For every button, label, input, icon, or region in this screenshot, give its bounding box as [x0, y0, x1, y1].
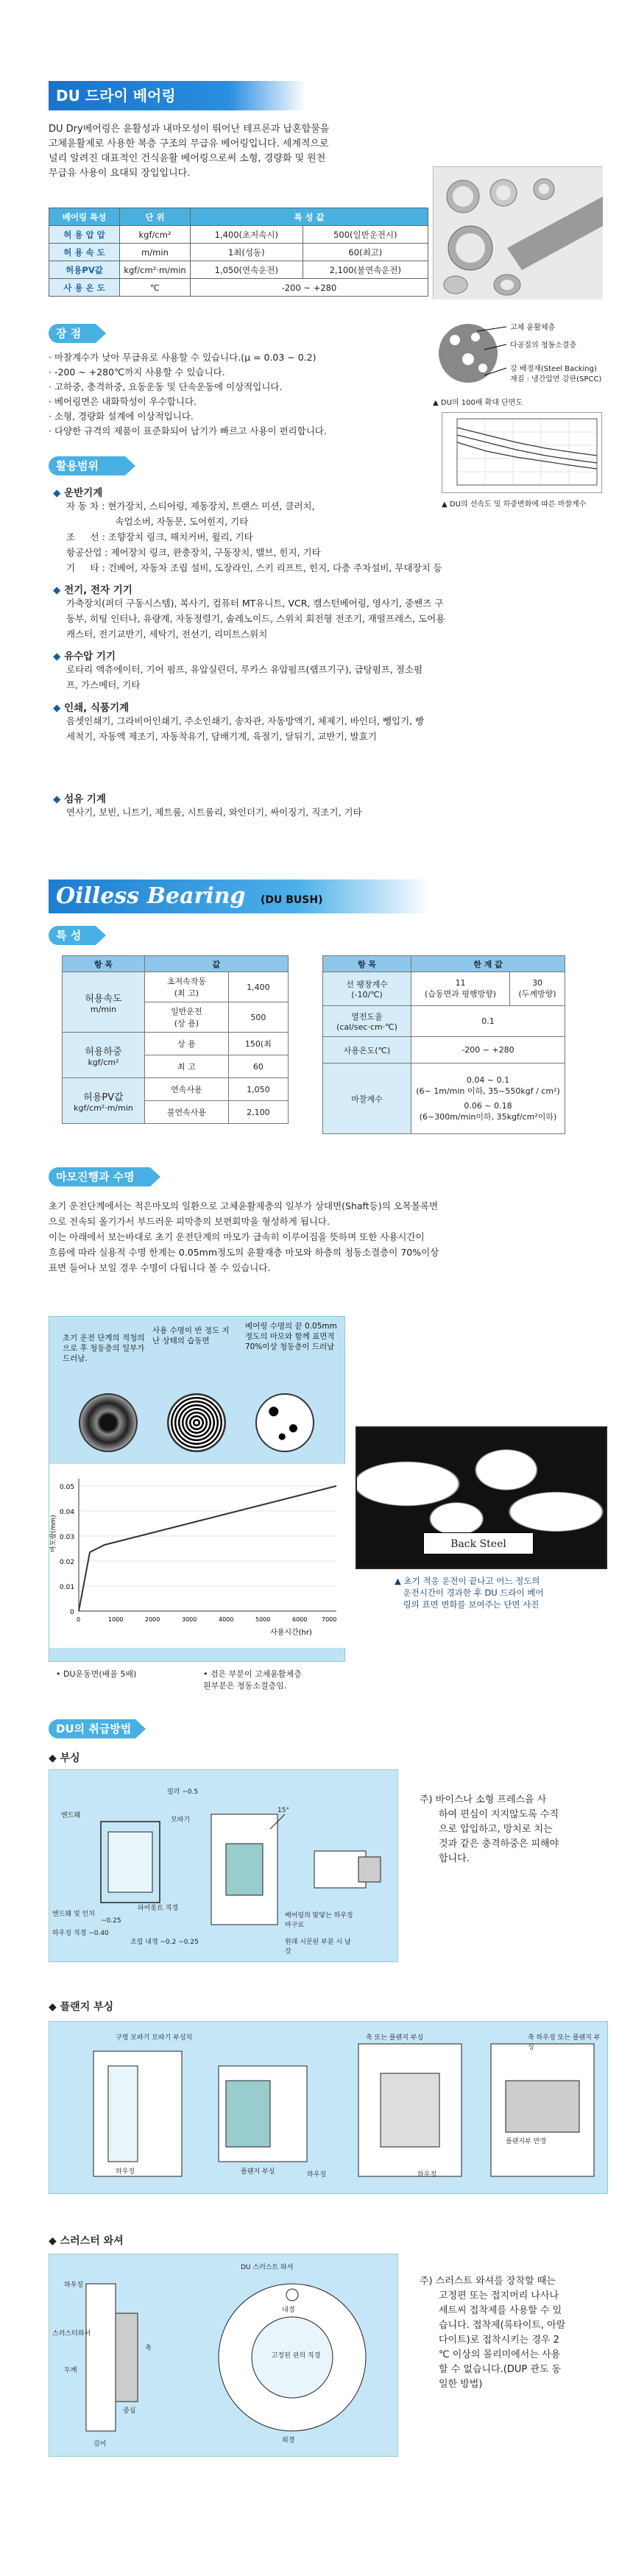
table-row: 사 용 온 도 ℃ -200 ~ +280: [49, 279, 428, 297]
bushing-head: ◆ 부싱: [49, 1750, 80, 1765]
fig1-caption: ▲ DU의 100배 확대 단면도: [433, 399, 523, 407]
wear-legend-2: • 검은 부분이 고체윤활체층 흰부분은 청동소결층임.: [203, 1669, 302, 1691]
y-tick: 0: [70, 1609, 74, 1616]
x-tick: 4000: [219, 1616, 234, 1623]
wear-chart-xlabel: 사용시간(hr): [270, 1629, 312, 1637]
wear-text: 초기 운전단계에서는 적은마모의 일환으로 고체윤활제층의 일부가 상대면(Shaft등)의 오목볼록면 으로 전속되 올기가서 부드러운 피막층의 보편회막을 형성하게 됩니다. 이는 아래에서 보는바대로 초기 운전단계의 마모가 급속히 이루어짐을 뜻하며 또한 사용시간이 흐름에 따라 실용적 수명 한계는 0.05mm정도의 윤활재층 마모와 하층의 청동소결층이 70%이상 표면 들어나 보일 경우 수명이 다됩니다 볼 수 있습니다.: [49, 1200, 439, 1273]
table-row: 허용하중 kgf/cm² 상 용 150(최: [63, 1033, 289, 1055]
x-tick: 7000: [322, 1616, 337, 1623]
app-head-hydraulic: ◆ 유수압 기기: [53, 648, 116, 662]
dry-bearing-intro: DU Dry베어링은 윤활성과 내마모성이 뛰어난 테프론과 납혼합물을 고체윤활제로 사용한 복층 구조의 무급유 베어링입니다. 세계적으로 널리 알려진 대표적인 건식윤활 베어링으로써 소형, 경량화 및 원천 무급유 사용이 요대되 장입입니다.: [49, 124, 330, 179]
x-tick: 5000: [255, 1616, 271, 1623]
table-row: 허용PV값 kgf/cm²·m/min 연속사용 1,050: [63, 1078, 289, 1101]
oilless-left-table: [62, 955, 289, 1124]
wear-stage-3-photo: [255, 1393, 314, 1452]
list-item: · 베어링면은 내화학성이 우수합니다.: [49, 396, 197, 407]
wear-stage-3-label: 베어링 수명의 끝 0.05mm정도의 마모와 함께 표면적 70%이상 청동층이 드러남: [245, 1322, 337, 1351]
bushing-diagram: 밀러 ~0.5 엔드웨 모따기 15° 엔드웨 및 인치 파이롯트 직경 ~0.25 하우징 직경 ~0.40 조립 내경 ~0.2 ~0.25 베어링의 맞닿는 하우징 마구로 원래 시문된 부분 시 남 갓: [49, 1769, 398, 1962]
thrust-washer-head: ◆ 스러스터 와셔: [49, 2233, 124, 2248]
wear-stage-2-photo: [167, 1393, 226, 1452]
bushing-note: 주) 바이스나 소형 프레스을 사 하여 편심이 지지않도록 수직 으로 압입하고, 망치로 치는 것과 같은 충격하중은 피해야 합니다.: [420, 1794, 559, 1864]
table-row: 허 용 압 압 kgf/cm² 1,400(초저속시) 500(일반운전시): [49, 226, 428, 244]
wear-tag: 마모진행과 수명: [49, 1167, 150, 1186]
table-row: 불연속사용 2,100: [63, 1101, 289, 1124]
flange-bushing-head: ◆ 플랜지 부싱: [49, 1999, 113, 2014]
wear-chart: [49, 1464, 346, 1648]
oilless-subtitle: (DU BUSH): [260, 894, 323, 906]
list-item: · -200 ~ +280℃까지 사용할 수 있습니다.: [49, 367, 225, 378]
fig2-caption: ▲ DU의 선속도 및 하중변화에 따른 마찰계수: [442, 500, 587, 509]
app-head-electric: ◆ 전기, 전자 기기: [53, 581, 132, 596]
table-row: 선 팽창계수 (-10/℃) 11 (습동면과 평행방향) 30 (두께방향): [323, 972, 565, 1006]
thrust-washer-drawing: [49, 2254, 399, 2458]
app-text-printing: 음셋인쇄기, 그라비어인쇄기, 주소인쇄기, 송차관, 자동방액기, 체제기, 바인더, 뺑입기, 빵 세척기, 자동액 제조기, 자동착유기, 담배기계, 육절기, 달뒤기, 교반기, 발효기: [66, 715, 425, 742]
oilless-spec-tag: 특 성: [49, 926, 96, 945]
table-header-row: 항 목 값: [63, 956, 289, 972]
x-tick: 6000: [292, 1616, 308, 1623]
applications-tag: 활용범위: [49, 456, 125, 475]
table-row: 일반운전 (상 용) 500: [63, 1002, 289, 1033]
table-row: 허용속도 m/min 초저속작동 (최 고) 1,400: [63, 972, 289, 1002]
dry-bearing-spec-table: [49, 208, 428, 297]
app-text-hydraulic: 로타리 액츄에이터, 기어 펌프, 유압실린더, 루카스 유압펌프(랩프기구), 급탕펌프, 절소펌 프, 가스메터, 기타: [66, 664, 423, 690]
list-item: · 마찰계수가 낮아 무급유로 사용할 수 있습니다.(μ = 0.03 ~ 0.2): [49, 352, 316, 363]
app-head-printing: ◆ 인쇄, 식품기계: [53, 699, 129, 714]
y-tick: 0.01: [60, 1584, 75, 1591]
x-tick: 2000: [145, 1616, 160, 1623]
handling-tag: DU의 취급방법: [49, 1719, 135, 1738]
wear-stage-2-label: 사용 수명이 반 정도 지난 상태의 습동면: [152, 1326, 230, 1345]
back-steel-photo: [356, 1426, 607, 1569]
table-row: 열전도율 (cal/sec·cm·℃) 0.1: [323, 1006, 565, 1037]
table-row: 허용PV값 kgf/cm²·m/min 1,050(연속운전) 2,100(불연속운전): [49, 261, 428, 279]
y-tick: 0.04: [60, 1509, 75, 1516]
wear-progress-panel: [49, 1316, 345, 1662]
table-row: 허 용 속 도 m/min 1최(성동) 60(최고): [49, 244, 428, 261]
list-item: · 소형, 경량화 설계에 이상적입니다.: [49, 411, 194, 422]
table-header-row: 항 목 한 계 값: [323, 956, 565, 972]
wear-stage-1-label: 초기 운전 단계의 적청의으로 후 청동층의 일부가 드러남.: [63, 1334, 145, 1363]
y-tick: 0.03: [60, 1534, 75, 1541]
features-tag: 장 점: [49, 324, 96, 343]
app-text-electric: 가축장치(퍼더 구동시스템), 복사기, 컴퓨터 MT유니트, VCR, 캠스턴베어링, 영사기, 중쌘즈 구 동부, 히팅 인터나, 유량계, 자동정렬기, 솔레노이드, 스위치 회전형 전조기, 재떨프레스, 도어용 캐스터, 전기교반기, 세탁기, 전선기, 리미트스위치: [66, 598, 445, 640]
x-tick: 1000: [108, 1616, 124, 1623]
friction-chart: [442, 412, 602, 493]
oilless-right-table: [322, 955, 565, 1134]
dry-bearing-title: DU 드라이 베어링: [49, 81, 306, 110]
bearing-products-illustration: [434, 167, 603, 300]
wear-chart-ylabel: 마모량(mm): [50, 1515, 57, 1552]
thrust-washer-diagram: DU 스러스트 와셔 하우징 스러스터와셔 축 내경 고정된 핀의 직경 외경 두께 중심 깊이: [49, 2254, 398, 2457]
oilless-title-text: Oilless Bearing: [56, 883, 246, 909]
bearing-products-photo: [433, 166, 602, 299]
app-head-textile: ◆ 섬유 기계: [53, 790, 106, 805]
flange-bushing-diagram: 구멍 모따기 모따기 부싱치 하우징 플랜지 부싱 하우징 플랜지부 반경 축 또는 플랜지 부싱 하우징 축 하우징 또는 플랜지 부싱: [49, 2021, 608, 2194]
app-head-transport: ◆ 운반기계: [53, 484, 102, 499]
thrust-washer-note: 주) 스러스트 와셔를 장착할 때는 고정편 또는 접지머리 나사나 세트씨 접착제를 사용할 수 있 습니다. 접착제(록타이트, 아랄 다이트)로 접착시키는 경우 2 ℃ 이상의 몰리미에서는 사용 할 수 없습니다.(DUP 관도 동 일한 방법): [420, 2276, 566, 2390]
table-row: 최 고 60: [63, 1055, 289, 1078]
app-text-transport: 자 동 차 : 현가장치, 스티어링, 제동장치, 트랜스 미션, 클러치, 속업소버, 자동문, 도어힌지, 기타 조 선 : 조향장치 링크, 해치커버, 윌리, 기타 항공산업 : 제어장치 링크, 완충장치, 구동장치, 밸브, 힌지, 기타 기 타 : 건베어, 자동차 조립 설비, 도장라인, 스키 리프트, 힌지, 다층 주차설비, 무대장치 등: [66, 500, 442, 573]
x-tick: 0: [77, 1616, 81, 1623]
table-row: 마찰계수 0.04 ~ 0.1 (6~ 1m/min 이하, 35~550kgf / cm²) 0.06 ~ 0.18 (6~300m/min이하, 35kgf/cm²이하): [323, 1064, 565, 1134]
wear-stage-1-photo: [79, 1393, 138, 1452]
y-tick: 0.02: [60, 1559, 75, 1566]
wear-legend-1: • DU운동면(배율 5배): [56, 1669, 137, 1679]
features-list: [49, 350, 431, 439]
y-tick: 0.05: [60, 1484, 75, 1491]
back-steel-label: Back Steel: [423, 1532, 534, 1554]
x-tick: 3000: [182, 1616, 197, 1623]
spec-header-row: 베어링 특성 단 위 특 성 값: [49, 208, 428, 226]
cross-section-figure: 고체 윤활체층 다공질의 청동소결층 강 배경재(Steel Backing) 재질 : 냉간압연 강판(SPCC): [433, 316, 602, 390]
list-item: · 다양한 규격의 제품이 표준화되어 납기가 빠르고 사용이 편리합니다.: [49, 425, 327, 436]
list-item: · 고하중, 충격하중, 요동운동 및 단속운동에 이상적입니다.: [49, 381, 283, 392]
app-text-textile: 연사기, 보빈, 니트기, 제트룸, 시트룸리, 와인더기, 싸이징기, 직조기, 기타: [66, 807, 362, 818]
friction-chart-svg: [442, 413, 603, 494]
back-steel-caption: ▲ 초기 적응 운전이 끝나고 어느 정도의 운전시간이 경과한 후 DU 드라이 베어 링의 표면 변화를 보여주는 단면 사진: [395, 1576, 544, 1610]
oilless-title: [49, 880, 431, 913]
table-row: 사용온도(℃) -200 ~ +280: [323, 1037, 565, 1064]
